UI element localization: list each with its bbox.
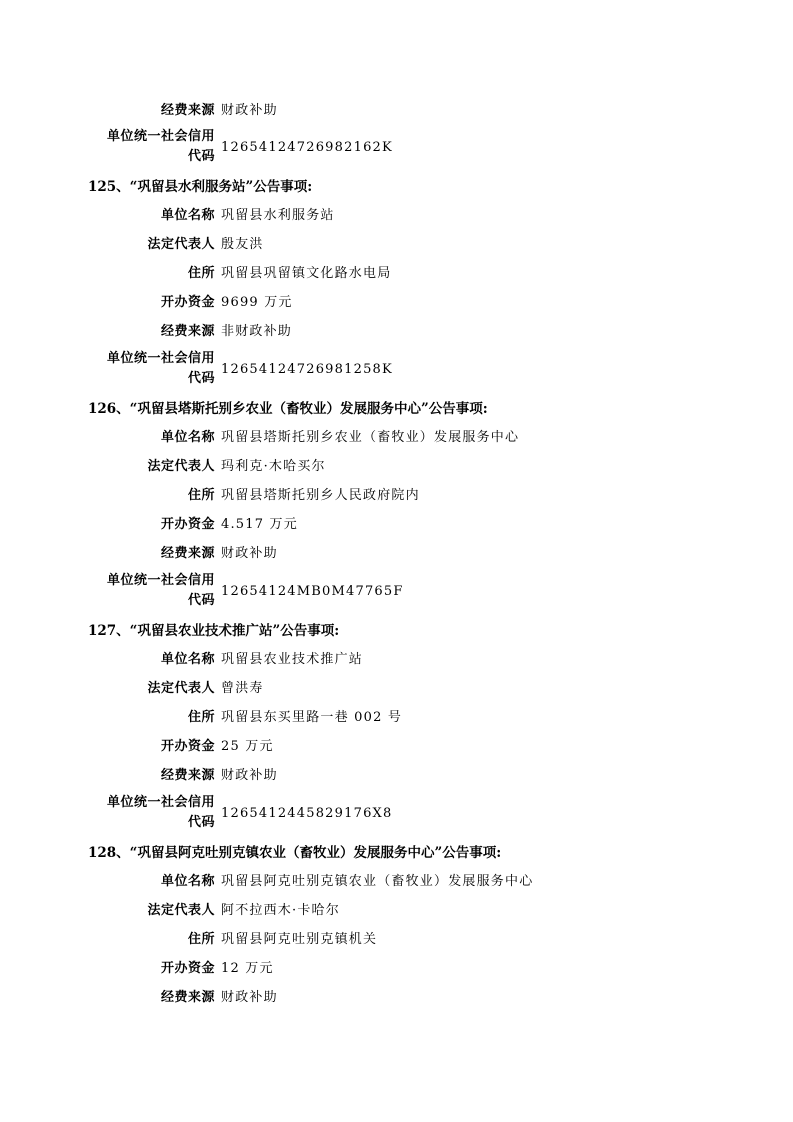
field-rep-row [0,456,793,478]
field-value: 巩留县水利服务站 [221,208,335,223]
field-label: 单位统一社会信用 [106,351,215,366]
field-label: 单位统一社会信用 [106,129,215,144]
field-label: 经费来源 [160,546,215,561]
field-capital-row [0,736,793,758]
field-value: 12654124726981258K [221,362,393,377]
field-label: 代码 [187,149,215,164]
field-fund-row [0,321,793,343]
field-capital-row [0,514,793,536]
field-rep-row [0,234,793,256]
field-fund-row [0,987,793,1009]
field-label: 住所 [187,932,215,947]
field-value: 巩留县塔斯托别乡人民政府院内 [221,488,420,503]
field-value: 财政补助 [221,768,278,783]
field-value: 阿不拉西木·卡哈尔 [221,903,340,918]
field-addr-row [0,263,793,285]
field-label: 单位名称 [160,652,215,667]
field-label: 住所 [187,710,215,725]
field-value: 巩留县东买里路一巷 002 号 [221,710,403,725]
field-label: 住所 [187,266,215,281]
field-label: 经费来源 [160,990,215,1005]
field-value: 巩留县农业技术推广站 [221,652,364,667]
field-fund-row [0,765,793,787]
field-label: 法定代表人 [147,237,215,252]
field-value: 非财政补助 [221,324,293,339]
field-fund-row [0,543,793,565]
field-label: 单位统一社会信用 [106,795,215,810]
field-label: 开办资金 [160,739,215,754]
field-value: 曾洪寿 [221,681,264,696]
field-value: 12654124MB0M47765F [221,584,404,599]
field-label: 代码 [187,371,215,386]
field-label: 开办资金 [160,295,215,310]
field-value: 殷友洪 [221,237,264,252]
field-fund-row [0,100,793,122]
field-value: 4.517 万元 [221,517,298,532]
field-name-row [0,649,793,671]
field-value: 巩留县阿克吐别克镇农业（畜牧业）发展服务中心 [221,874,534,889]
field-value: 财政补助 [221,546,278,561]
field-value: 巩留县阿克吐别克镇机关 [221,932,378,947]
field-name-row [0,871,793,893]
field-value: 财政补助 [221,103,278,118]
field-label: 单位统一社会信用 [106,573,215,588]
field-value: 12 万元 [221,961,274,976]
field-label: 单位名称 [160,874,215,889]
field-label: 开办资金 [160,961,215,976]
field-label: 代码 [187,593,215,608]
field-label: 经费来源 [160,103,215,118]
field-value: 1265412445829176X8 [221,806,393,821]
field-label: 经费来源 [160,324,215,339]
field-value: 财政补助 [221,990,278,1005]
field-label: 经费来源 [160,768,215,783]
field-label: 代码 [187,815,215,830]
entry-heading: 126、“巩留县塔斯托别乡农业（畜牧业）发展服务中心”公告事项: [88,401,488,417]
field-label: 单位名称 [160,430,215,445]
field-name-row [0,427,793,449]
field-addr-row [0,485,793,507]
field-value: 9699 万元 [221,295,293,310]
field-name-row [0,205,793,227]
entry-heading: 128、“巩留县阿克吐别克镇农业（畜牧业）发展服务中心”公告事项: [88,845,502,861]
field-value: 12654124726982162K [221,140,393,155]
entry-heading: 125、“巩留县水利服务站”公告事项: [88,179,313,195]
field-value: 巩留县塔斯托别乡农业（畜牧业）发展服务中心 [221,430,520,445]
entry-heading: 127、“巩留县农业技术推广站”公告事项: [88,623,340,639]
field-label: 单位名称 [160,208,215,223]
field-label: 法定代表人 [147,903,215,918]
field-value: 巩留县巩留镇文化路水电局 [221,266,392,281]
field-label: 法定代表人 [147,459,215,474]
field-label: 法定代表人 [147,681,215,696]
field-rep-row [0,900,793,922]
field-value: 25 万元 [221,739,274,754]
field-label: 开办资金 [160,517,215,532]
field-addr-row [0,929,793,951]
field-capital-row [0,292,793,314]
field-rep-row [0,678,793,700]
field-label: 住所 [187,488,215,503]
field-value: 玛利克·木哈买尔 [221,459,326,474]
field-addr-row [0,707,793,729]
field-capital-row [0,958,793,980]
